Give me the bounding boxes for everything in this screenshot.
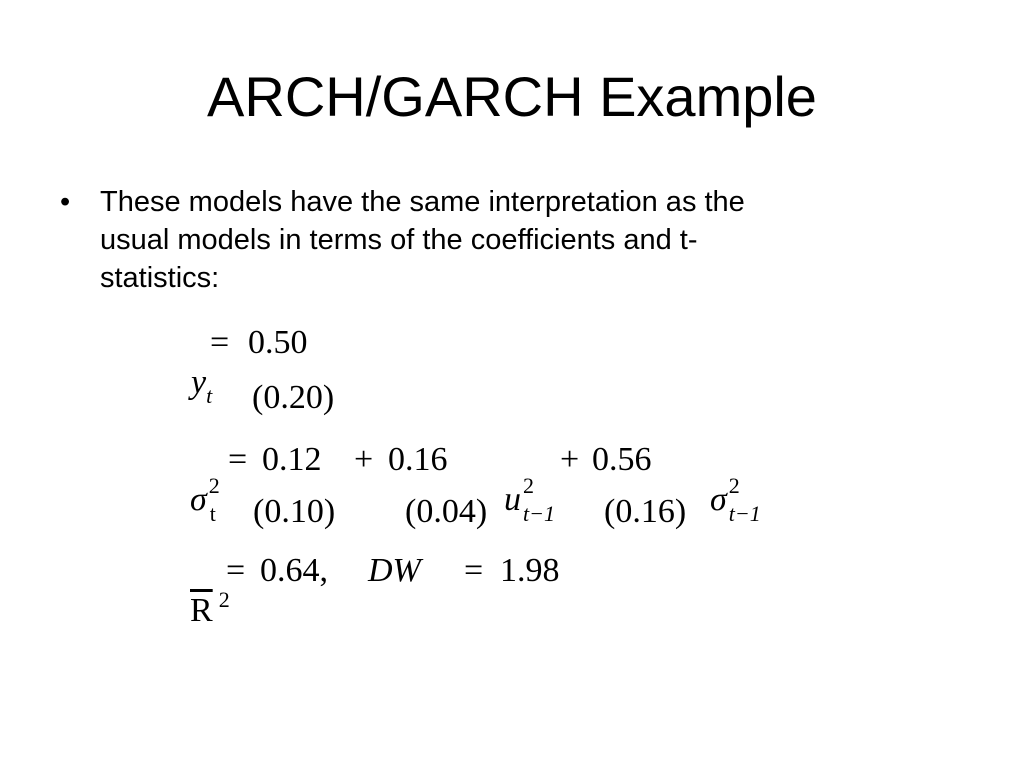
fit-equals-1: = [226,552,246,589]
mean-lhs-var: y [191,364,207,401]
bullet-item [60,183,880,297]
garch-subscript: t−1 [728,501,761,526]
arch-coefficient: 0.16 [388,441,448,478]
se-arch: (0.04) [405,493,488,530]
variance-lhs [156,440,227,560]
mean-equals: = [210,324,230,361]
r-bar: $\overline{R}$ [190,592,213,629]
garch-term [676,440,771,560]
variance-lhs-var: σ [190,481,207,518]
r-squared-superscript: 2 [218,587,230,612]
variance-equals: = [228,441,248,478]
variance-lhs-superscript: 2 [208,473,220,498]
arch-subscript: t−1 [523,501,555,526]
arch-var: u [504,481,521,518]
se-constant: (0.10) [253,493,336,530]
arch-superscript: 2 [523,473,534,498]
bullet-list [60,183,880,297]
bullet-line: statistics: [100,262,220,294]
fit-equals-2: = [464,552,484,589]
slide-title: ARCH/GARCH Example [207,65,817,128]
variance-constant: 0.12 [262,441,322,478]
mean-lhs-subscript: t [206,383,213,408]
r-squared-value: 0.64, [260,552,328,589]
mean-standard-error: (0.20) [252,379,335,416]
se-garch: (0.16) [604,493,687,530]
mean-coefficient: 0.50 [248,324,308,361]
bullet-point-icon: • [60,186,71,218]
variance-plus-2: + [560,441,580,478]
garch-coefficient: 0.56 [592,441,652,478]
dw-value: 1.98 [500,552,560,589]
dw-label: DW [368,552,421,589]
bullet-line: usual models in terms of the coefficients and t- [100,224,698,256]
garch-var: σ [710,481,727,518]
variance-lhs-subscript: t [209,501,216,526]
bullet-line: These models have the same interpretation as the [100,186,745,218]
r-squared-symbol [156,551,230,674]
variance-plus-1: + [354,441,374,478]
bullet-text [100,183,880,297]
mean-equation [157,323,212,446]
garch-superscript: 2 [728,473,740,498]
